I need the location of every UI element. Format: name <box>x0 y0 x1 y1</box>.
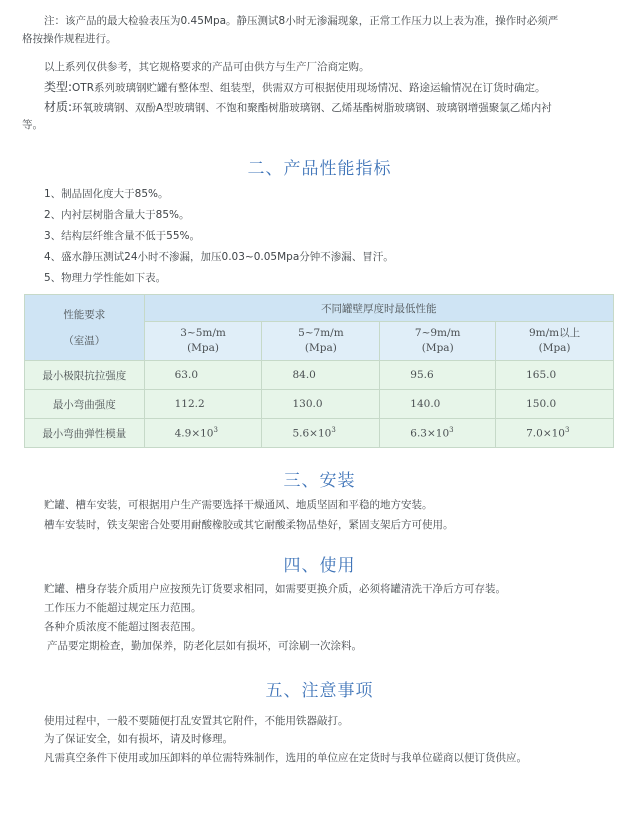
row-label: 最小弯曲强度 <box>25 390 145 419</box>
column-header <box>380 322 496 361</box>
column-unit: (Mpa) <box>187 342 219 354</box>
modulus-exponent: 3 <box>449 426 454 435</box>
row-label: 最小极限抗拉强度 <box>25 361 145 390</box>
note-line-1: 注：该产品的最大检验表压为0.45Mpa。静压测试8小时无渗漏现象，正常工作压力以上表为准，操作时必须严 <box>44 15 559 27</box>
modulus-exponent: 3 <box>564 426 570 435</box>
performance-table <box>24 294 614 448</box>
table-cell: 84.0 <box>262 361 380 390</box>
usage-line: 各种介质浓度不能超过图表范围。 <box>44 621 202 633</box>
corner-line-2: （室温） <box>63 334 106 347</box>
material-paragraph <box>44 98 552 117</box>
modulus-base: 5.6×10 <box>292 427 332 440</box>
installation-line: 槽车安装时，铁支架密合处要用耐酸橡胶或其它耐酸柔物品垫好，紧固支架后方可使用。 <box>44 519 454 531</box>
table-row <box>25 419 614 448</box>
table-cell: 95.6 <box>380 361 496 390</box>
column-unit: (Mpa) <box>421 342 454 354</box>
section-title-installation: 三、安装 <box>283 471 356 491</box>
precaution-line: 凡需真空条件下使用或加压卸料的单位需特殊制作，选用的单位应在定货时与我单位磋商以便订货供应。 <box>44 752 527 764</box>
modulus-exponent: 3 <box>213 426 218 435</box>
column-range: 5~7m/m <box>298 327 344 339</box>
row-label: 最小弯曲弹性模量 <box>25 419 145 448</box>
modulus-base: 4.9×10 <box>174 427 214 440</box>
column-range: 9m/m以上 <box>528 327 581 339</box>
type-text: OTR系列玻璃钢贮罐有整体型、组装型，供需双方可根据使用现场情况、路途运输情况在订货时确定。 <box>72 82 546 94</box>
table-cell: 112.2 <box>144 390 262 419</box>
usage-line: 产品要定期检查，勤加保养，防老化层如有损坏，可涂刷一次涂料。 <box>47 640 362 652</box>
installation-line: 贮罐、槽车安装，可根据用户生产需要选择干燥通风、地质坚固和平稳的地方安装。 <box>44 499 433 511</box>
usage-line: 贮罐、槽身存装介质用户应按预先订货要求相同，如需要更换介质，必须将罐清洗干净后方可存装。 <box>44 583 506 595</box>
usage-line: 工作压力不能超过规定压力范围。 <box>44 602 202 614</box>
table-cell <box>144 419 262 448</box>
table-corner-header <box>25 295 145 361</box>
column-header <box>144 322 262 361</box>
table-cell: 150.0 <box>496 390 614 419</box>
table-cell: 63.0 <box>144 361 262 390</box>
column-range: 7~9m/m <box>414 327 461 339</box>
material-label: 材质: <box>44 100 73 114</box>
modulus-exponent: 3 <box>331 426 336 435</box>
table-cell <box>380 419 496 448</box>
table-header-row <box>25 295 614 322</box>
performance-item: 4、盛水静压测试24小时不渗漏，加压0.03~0.05Mpa分钟不渗漏、冒汗。 <box>44 251 394 263</box>
note-line-2: 格按操作规程进行。 <box>22 33 117 45</box>
reference-line: 以上系列仅供参考，其它规格要求的产品可由供方与生产厂洽商定购。 <box>44 61 370 73</box>
table-cell: 165.0 <box>496 361 614 390</box>
table-row <box>25 390 614 419</box>
material-text: 环氧玻璃钢、双酚A型玻璃钢、不饱和聚酯树脂玻璃钢、乙烯基酯树脂玻璃钢、玻璃钢增强聚氯乙烯内衬 <box>72 102 552 114</box>
column-header <box>262 322 380 361</box>
performance-item: 5、物理力学性能如下表。 <box>44 272 167 284</box>
performance-item: 1、制品固化度大于85%。 <box>44 188 169 200</box>
type-paragraph <box>44 78 546 97</box>
table-cell: 140.0 <box>380 390 496 419</box>
precaution-line: 使用过程中，一般不要随便打乱安置其它附件，不能用铁器敲打。 <box>44 715 349 727</box>
type-label: 类型: <box>44 80 73 94</box>
table-row <box>25 361 614 390</box>
section-title-precautions: 五、注意事项 <box>265 681 374 701</box>
column-header <box>496 322 614 361</box>
table-cell: 130.0 <box>262 390 380 419</box>
column-unit: (Mpa) <box>538 342 571 354</box>
section-title-usage: 四、使用 <box>283 556 356 576</box>
column-range: 3~5m/m <box>180 327 226 339</box>
modulus-base: 7.0×10 <box>526 427 565 440</box>
performance-item: 2、内衬层树脂含量大于85%。 <box>44 209 190 221</box>
table-cell <box>262 419 380 448</box>
material-text-cont: 等。 <box>22 119 43 131</box>
table-group-header: 不同罐壁厚度时最低性能 <box>144 295 613 322</box>
modulus-base: 6.3×10 <box>410 427 450 440</box>
table-cell <box>496 419 614 448</box>
corner-line-1: 性能要求 <box>63 308 106 321</box>
section-title-performance: 二、产品性能指标 <box>247 159 392 179</box>
precaution-line: 为了保证安全，如有损坏，请及时修理。 <box>44 733 233 745</box>
column-unit: (Mpa) <box>304 342 337 354</box>
performance-item: 3、结构层纤维含量不低于55%。 <box>44 230 201 242</box>
